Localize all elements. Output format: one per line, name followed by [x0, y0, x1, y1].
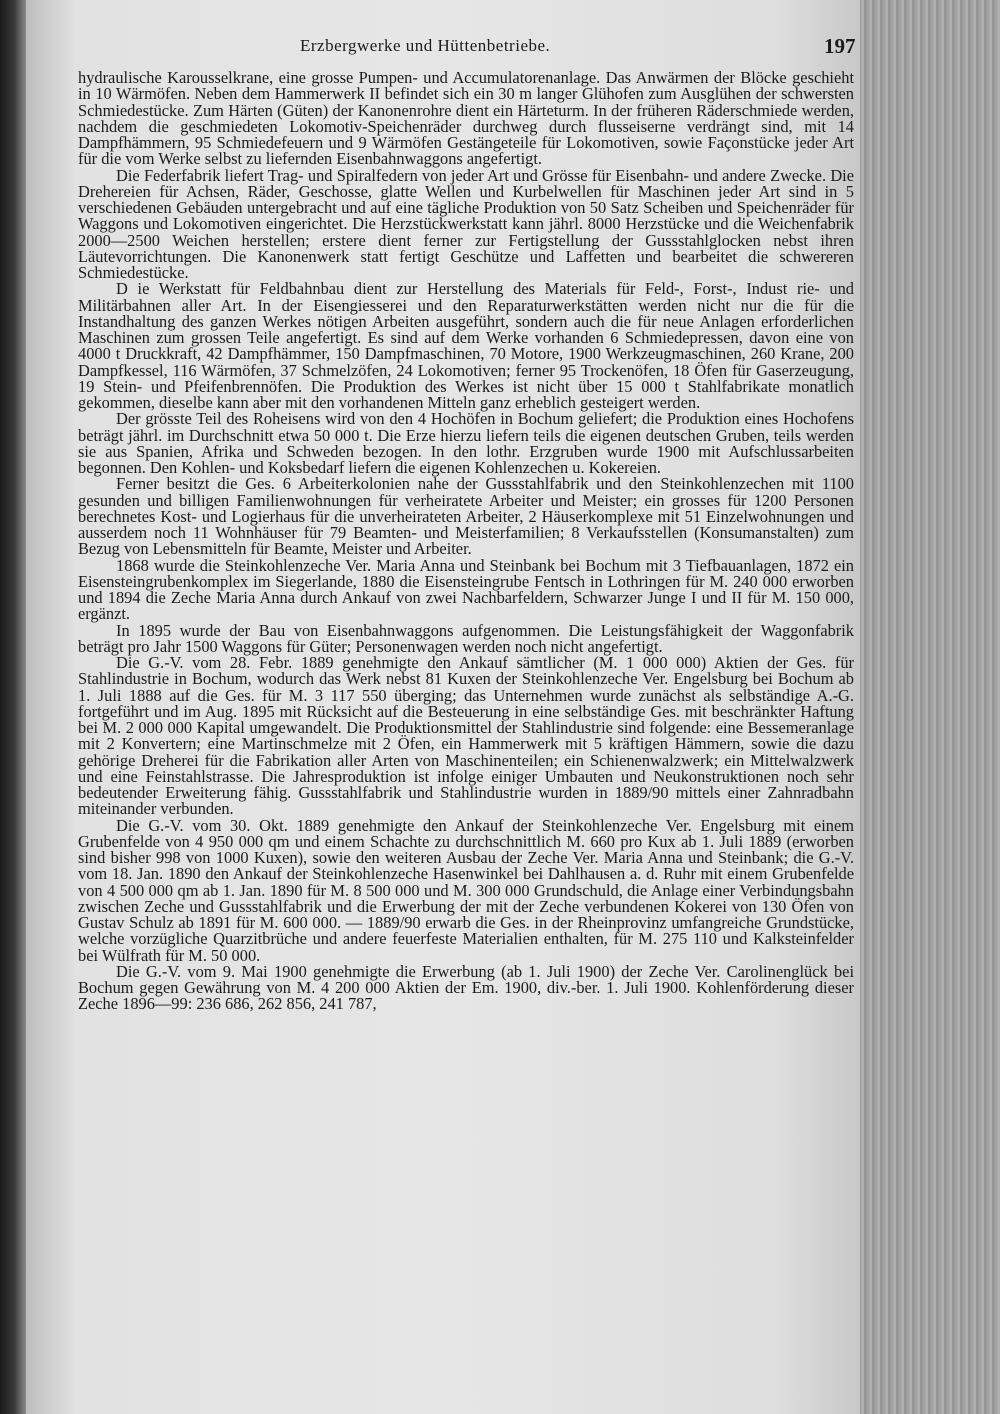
paragraph: Der grösste Teil des Roheisens wird von den 4 Hochöfen in Bochum geliefert; die Produktion eines Hochofens beträgt jährl. im Durchschnitt etwa 50 000 t. Die Erze hierzu liefern teils die eigenen deutschen Gruben, teils werden sie aus Spanien, Afrika und Schweden bezogen. In den lothr. Erzgruben wurde 1900 mit Aufschlussarbeiten begonnen. Den Kohlen- und Koksbedarf liefern die eigenen Kohlenzechen u. Kokereien. — [78, 409, 854, 477]
paragraph: Die G.-V. vom 28. Febr. 1889 genehmigte den Ankauf sämtlicher (M. 1 000 000) Aktien der Ges. für Stahlindustrie in Bochum, wodurch das Werk nebst 81 Kuxen der Steinkohlenzeche Ver. Engelsburg bei Bochum ab 1. Juli 1888 auf die Ges. für M. 3 117 550 überging; das Unternehmen wurde zunächst als selbständige A.-G. fortgeführt und im Aug. 1895 mit Rücksicht auf die Besteuerung in eine selbständige Ges. mit beschränkter Haftung bei M. 2 000 000 Kapital umgewandelt. Die Produktionsmittel der Stahlindustrie sind folgende: eine Bessemeranlage mit 2 Konvertern; eine Martinschmelze mit 2 Öfen, ein Hammerwerk mit 5 kräftigen Hämmern, sowie die dazu gehörige Dreherei für die Fabrikation aller Arten von Maschinenteilen; ein Schienenwalzwerk; ein Mittelwalzwerk und eine Feinstahlstrasse. Die Jahresproduktion ist infolge einiger Umbauten und Neukonstruktionen noch sehr bedeutender Erweiterung fähig. Gussstahlfabrik und Stahlindustrie wurden in 1889/90 mittels einer Zahnradbahn miteinander verbunden. — [78, 653, 854, 819]
paragraph: hydraulische Karousselkrane, eine grosse Pumpen- und Accumulatorenanlage. Das Anwärmen der Blöcke geschieht in 10 Wärmöfen. Neben dem Hammerwerk II befindet sich ein 30 m langer Glühofen zum Ausglühen der schwersten Schmiedestücke. Zum Härten (Güten) der Kanonenrohre dient ein Härteturm. In der früheren Räderschmiede werden, nachdem die geschmiedeten Lokomotiv-Speichenräder durchweg durch flusseiserne verdrängt sind, mit 14 Dampfhämmern, 95 Schmiedefeuern und 9 Wärmöfen Gestängeteile für Lokomotiven, sowie Façonstücke jeder Art für die vom Werke selbst zu liefernden Eisenbahnwaggons angefertigt. — [78, 68, 854, 169]
paragraph: Die Federfabrik liefert Trag- und Spiralfedern von jeder Art und Grösse für Eisenbahn- und andere Zwecke. Die Drehereien für Achsen, Räder, Geschosse, glatte Wellen und Kurbelwellen für Maschinen jeder Art sind in 5 verschiedenen Gebäuden untergebracht und auf eine tägliche Produktion von 50 Satz Scheiben und Speichenräder für Waggons und Lokomotiven eingerichtet. Die Herzstückwerkstatt kann jährl. 8000 Herzstücke und die Weichenfabrik 2000—2500 Weichen herstellen; erstere dient ferner zur Fertigstellung der Gussstahlglocken nebst ihren Läutevorrichtungen. Die Kanonenwerk statt fertigt Geschütze und Laffetten und bearbeitet die schwereren Schmiedestücke. — [78, 165, 854, 282]
paragraph: Die G.-V. vom 9. Mai 1900 genehmigte die Erwerbung (ab 1. Juli 1900) der Zeche Ver. Carolinenglück bei Bochum gegen Gewährung von M. 4 200 000 Aktien der Em. 1900, div.-ber. 1. Juli 1900. Kohlenförderung dieser Zeche 1896—99: 236 686, 262 856, 241 787, — [78, 961, 854, 1014]
paragraph: Die G.-V. vom 30. Okt. 1889 genehmigte den Ankauf der Steinkohlenzeche Ver. Engelsburg mit einem Grubenfelde von 4 950 000 qm und einem Schachte zu durchschnittlich M. 660 pro Kux ab 1. Juli 1889 (erworben sind bisher 998 von 1000 Kuxen), sowie den weiteren Ausbau der Zeche Ver. Maria Anna und Steinbank; die G.-V. vom 18. Jan. 1890 den Ankauf der Steinkohlenzeche Hasenwinkel bei Dahlhausen a. d. Ruhr mit einem Grubenfelde von 4 500 000 qm ab 1. Jan. 1890 für M. 8 500 000 und M. 300 000 Grundschuld, die Anlage einer Verbindungsbahn zwischen Zeche und Gussstahlfabrik und die Erwerbung der mit der Zeche verbundenen Kokerei von 130 Öfen von Gustav Schulz ab 1891 für M. 600 000. — 1889/90 erwarb die Ges. in der Rheinprovinz umfangreiche Grundstücke, welche vorzügliche Quarzitbrüche und andere feuerfeste Materialien enthalten, für M. 275 110 und Kalksteinfelder bei Wülfrath für M. 50 000. — [78, 815, 854, 965]
paragraph: In 1895 wurde der Bau von Eisenbahnwaggons aufgenommen. Die Leistungsfähigkeit der Waggonfabrik beträgt pro Jahr 1500 Waggons für Güter; Personenwagen werden noch nicht angefertigt. — [78, 620, 854, 656]
paragraph: 1868 wurde die Steinkohlenzeche Ver. Maria Anna und Steinbank bei Bochum mit 3 Tiefbauanlagen, 1872 ein Eisensteingrubenkomplex im Siegerlande, 1880 die Eisensteingrube Fentsch in Lothringen für M. 240 000 erworben und 1894 die Zeche Maria Anna durch Ankauf von zwei Nachbarfeldern, Schwarzer Junge I und II für M. 150 000, ergänzt. — [78, 555, 854, 624]
page-number: 197 — [824, 34, 856, 58]
running-title: Erzbergwerke und Hüttenbetriebe. — [300, 36, 551, 55]
body-text — [78, 70, 854, 1013]
book-binding-edge — [0, 0, 26, 1414]
paragraph: Ferner besitzt die Ges. 6 Arbeiterkolonien nahe der Gussstahlfabrik und den Steinkohlenzechen mit 1100 gesunden und billigen Familienwohnungen für verheiratete Arbeiter und Meister; ein grosses für 1200 Personen berechnetes Kost- und Logierhaus für die unverheirateten Arbeiter, 2 Häuserkomplexe mit 51 Einzelwohnungen und ausserdem noch 11 Wohnhäuser für 79 Beamten- und Meisterfamilien; 8 Verkaufsstellen (Konsumanstalten) zum Bezug von Lebensmitteln für Beamte, Meister und Arbeiter. — [78, 474, 854, 559]
paragraph: D ie Werkstatt für Feldbahnbau dient zur Herstellung des Materials für Feld-, Forst-, Indust rie- und Militärbahnen aller Art. In der Eisengiesserei und den Reparaturwerkstätten werden nicht nur die für die Instandhaltung des ganzen Werkes nötigen Arbeiten ausgeführt, sondern auch die für neue Anlagen erforderlichen Maschinen zum grossen Teile angefertigt. Es sind auf dem Werke vorhanden 6 Schmiedepressen, davon eine von 4000 t Druckkraft, 42 Dampfhämmer, 150 Dampfmaschinen, 70 Motore, 1900 Werkzeugmaschinen, 260 Krane, 200 Dampfkessel, 116 Wärmöfen, 37 Schmelzöfen, 24 Lokomotiven; ferner 95 Trockenöfen, 18 Öfen für Gaserzeugung, 19 Stein- und Pfeifenbrennöfen. Die Produktion des Werkes ist nicht über 15 000 t Stahlfabrikate monatlich gekommen, dieselbe kann aber mit den vorhandenen Mitteln ganz erheblich gesteigert werden. — [78, 279, 854, 412]
page-stack-edge — [860, 0, 1000, 1414]
